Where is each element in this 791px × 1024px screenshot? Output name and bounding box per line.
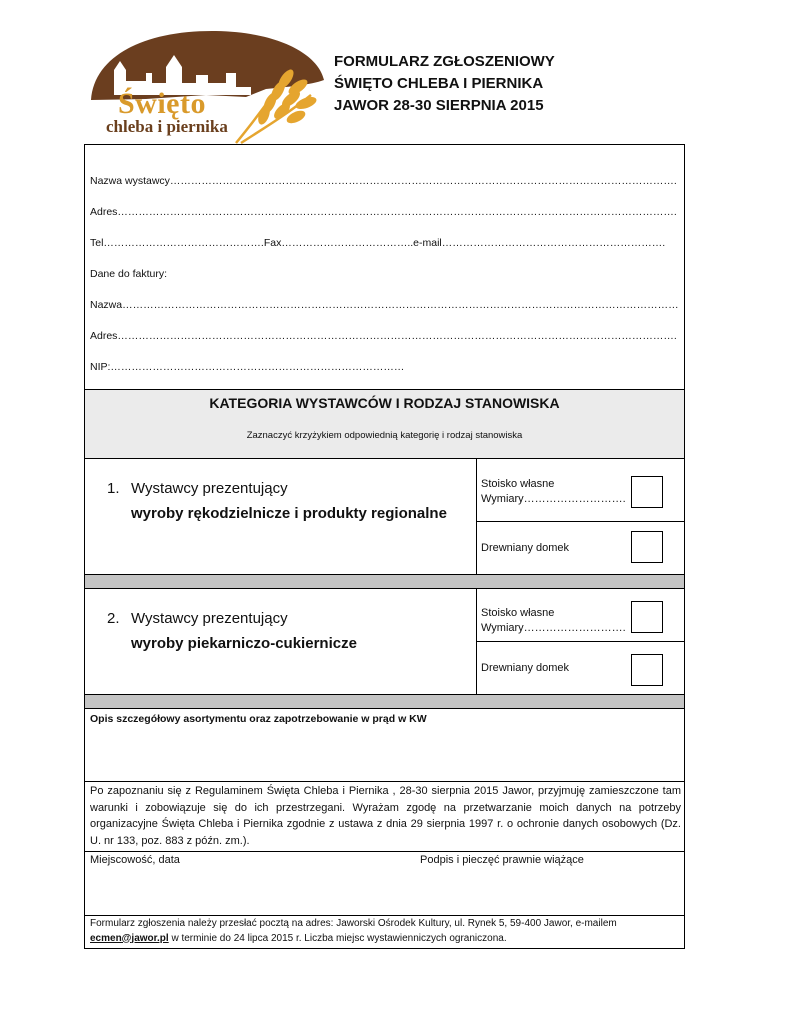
place-date-label: Miejscowość, data — [90, 854, 180, 866]
category-2-wooden-house-checkbox[interactable] — [631, 654, 663, 686]
section-divider — [85, 915, 684, 916]
assortment-description-area[interactable] — [85, 728, 684, 780]
category-2-line1: Wystawcy prezentujący — [131, 610, 288, 627]
category-2-divider — [476, 589, 477, 695]
event-place-date: JAWOR 28-30 SIERPNIA 2015 — [334, 97, 544, 114]
category-1-own-stand-checkbox[interactable] — [631, 476, 663, 508]
nip-field[interactable]: NIP:………………………………………………………………………… — [90, 361, 405, 373]
exhibitor-name-field[interactable]: Nazwa wystawcy………………………………………………………………………………………………………………………………. — [90, 175, 677, 187]
logo-word-swieto: Święto — [118, 87, 206, 120]
exhibitor-contact-field[interactable]: Tel……………………………………….Fax………………………………..e-mail………………………………………………………. — [90, 237, 666, 249]
category-2-number: 2. — [107, 610, 120, 627]
invoice-name-field[interactable]: Nazwa…………………………………………………………………………………………………………………………………………… — [90, 299, 679, 311]
category-1-line1: Wystawcy prezentujący — [131, 480, 288, 497]
festival-logo — [86, 25, 326, 147]
assortment-description-label: Opis szczegółowy asortymentu oraz zapotrzebowanie w prąd w KW — [90, 713, 427, 725]
signature-stamp-label: Podpis i pieczęć prawnie wiążące — [420, 854, 584, 866]
category-2-own-stand-checkbox[interactable] — [631, 601, 663, 633]
submission-instructions: Formularz zgłoszenia należy przesłać pocztą na adres: Jaworski Ośrodek Kultury, ul. Rynek 5, 59-400 Jawor, e-mailem ecmen@jawor.pl w terminie do 24 lipca 2015 r. Liczba miejsc wystawienniczych ograniczona. — [90, 918, 617, 944]
consent-statement: Po zapoznaniu się z Regulaminem Święta Chleba i Piernika , 28-30 sierpnia 2015 Jawor, przyjmuję zamieszczone tam warunki i zobowiązuje się do ich przestrzegani. Wyrażam zgodę na przetwarzanie moich danych na potrzeby organizacyjne Święta Chleba i Piernika zgodnie z ustawa z dnia 29 sierpnia 1997 r. o ochronie danych osobowych (Dz. U. nr 133, poz. 883 z późn. zm.). — [90, 785, 681, 847]
category-1-option-divider — [476, 521, 684, 522]
section-divider — [85, 851, 684, 852]
separator-strip — [85, 694, 684, 709]
category-1-number: 1. — [107, 480, 120, 497]
event-name: ŚWIĘTO CHLEBA I PIERNIKA — [334, 75, 544, 92]
category-title: KATEGORIA WYSTAWCÓW I RODZAJ STANOWISKA — [209, 395, 560, 411]
invoice-address-field[interactable]: Adres……………………………………………………………………………………………………………………………………………. — [90, 330, 677, 342]
exhibitor-address-field[interactable]: Adres……………………………………………………………………………………………………………………………………………. — [90, 206, 677, 218]
category-1-own-stand-label: Stoisko własne Wymiary………………………. — [481, 478, 626, 505]
invoice-data-label: Dane do faktury: — [90, 268, 168, 280]
category-1-wooden-house-checkbox[interactable] — [631, 531, 663, 563]
separator-strip — [85, 574, 684, 589]
category-1-divider — [476, 459, 477, 575]
category-2-wooden-house-label: Drewniany domek — [481, 662, 570, 674]
category-instruction: Zaznaczyć krzyżykiem odpowiednią kategorię i rodzaj stanowiska — [246, 430, 523, 441]
category-2-own-stand-label: Stoisko własne Wymiary………………………. — [481, 607, 626, 634]
category-2-option-divider — [476, 641, 684, 642]
category-1-line2: wyroby rękodzielnicze i produkty regionalne — [131, 505, 447, 522]
category-1-wooden-house-label: Drewniany domek — [481, 542, 570, 554]
contact-email-link[interactable]: ecmen@jawor.pl — [90, 932, 169, 944]
section-divider — [85, 781, 684, 782]
logo-word-chleba: chleba i piernika — [106, 117, 228, 136]
category-2-line2: wyroby piekarniczo-cukiernicze — [131, 635, 357, 652]
signature-area[interactable] — [85, 870, 684, 914]
form-title: FORMULARZ ZGŁOSZENIOWY — [334, 53, 555, 70]
